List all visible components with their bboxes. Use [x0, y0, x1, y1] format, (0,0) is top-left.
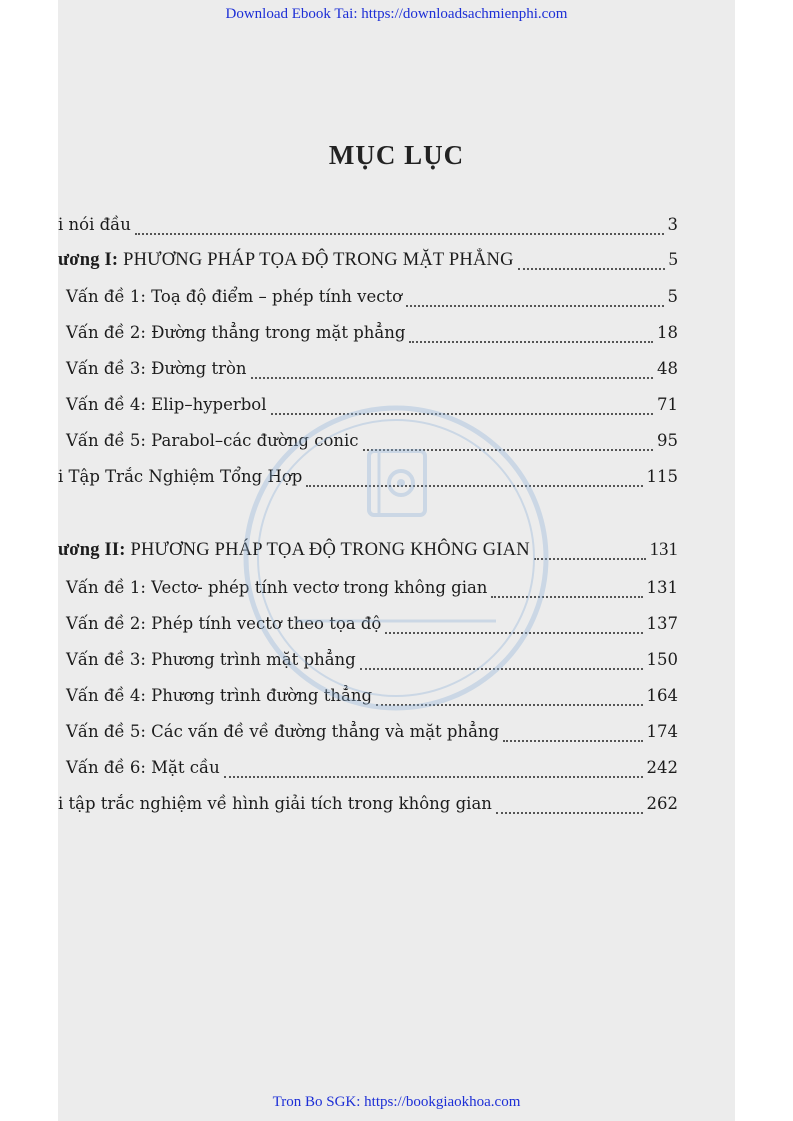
toc-entry-label: Vấn đề 6: Mặt cầu	[66, 758, 220, 777]
toc-leader-dots	[385, 632, 642, 634]
toc-leader-dots	[251, 377, 653, 379]
toc-leader-dots	[406, 305, 663, 307]
toc-leader-dots	[363, 449, 653, 451]
toc-entry-bai-tap-1[interactable]	[58, 467, 678, 493]
toc-entry-label: Vấn đề 4: Elip–hyperbol	[66, 395, 267, 414]
toc-sub-1-5[interactable]	[58, 431, 678, 457]
toc-entry-page: 131	[646, 578, 678, 597]
toc-entry-page: 95	[657, 431, 678, 450]
toc-entry-label: Vấn đề 2: Phép tính vectơ theo tọa độ	[66, 614, 382, 633]
toc-entry-label: Vấn đề 5: Các vấn đề về đường thẳng và mặt phẳng	[66, 722, 500, 741]
toc-chapter-1[interactable]	[58, 250, 678, 276]
toc-entry-label: Vấn đề 1: Vectơ- phép tính vectơ trong không gian	[66, 578, 488, 597]
header-download-link[interactable]: Download Ebook Tai: https://downloadsachmienphi.com	[225, 6, 568, 22]
toc-entry-page: 18	[657, 323, 678, 342]
toc-leader-dots	[271, 413, 653, 415]
toc-entry-loi-noi-dau[interactable]	[58, 215, 678, 241]
toc-sub-2-1[interactable]	[58, 578, 678, 604]
toc-entry-label: Vấn đề 5: Parabol–các đường conic	[66, 431, 359, 450]
toc-entry-page: 48	[657, 359, 678, 378]
toc-leader-dots	[503, 740, 642, 742]
toc-entry-label: i nói đầu	[58, 215, 131, 234]
toc-entry-page: 3	[667, 215, 678, 234]
toc-sub-1-2[interactable]	[58, 323, 678, 349]
toc-entry-page: 262	[646, 794, 678, 813]
toc-leader-dots	[135, 233, 664, 235]
toc-sub-1-4[interactable]	[58, 395, 678, 421]
toc-leader-dots	[534, 558, 646, 560]
toc-sub-2-4[interactable]	[58, 686, 678, 712]
toc-leader-dots	[376, 704, 642, 706]
toc-chapter-number: ương II:	[58, 540, 126, 560]
toc-leader-dots	[306, 485, 642, 487]
toc-leader-dots	[491, 596, 642, 598]
toc-entry-page: 150	[646, 650, 678, 669]
toc-entry-page: 131	[649, 540, 678, 560]
toc-sub-2-6[interactable]	[58, 758, 678, 784]
toc-entry-label: Vấn đề 1: Toạ độ điểm – phép tính vectơ	[66, 287, 403, 306]
toc-chapter-2[interactable]	[58, 540, 678, 566]
toc-entry-label: Vấn đề 2: Đường thẳng trong mặt phẳng	[66, 323, 406, 342]
toc-entry-label: Vấn đề 3: Đường tròn	[66, 359, 247, 378]
toc-entry-label: i tập trắc nghiệm về hình giải tích trong không gian	[58, 794, 492, 813]
toc-leader-dots	[224, 776, 643, 778]
toc-chapter-title: PHƯƠNG PHÁP TỌA ĐỘ TRONG KHÔNG GIAN	[125, 540, 530, 560]
toc-entry-page: 164	[646, 686, 678, 705]
toc-sub-1-3[interactable]	[58, 359, 678, 385]
footer-sgk-link[interactable]: Tron Bo SGK: https://bookgiaokhoa.com	[272, 1094, 521, 1110]
toc-leader-dots	[360, 668, 643, 670]
toc-entry-page: 5	[667, 287, 678, 306]
toc-entry-label: Vấn đề 3: Phương trình mặt phẳng	[66, 650, 356, 669]
toc-entry-page: 115	[646, 467, 678, 486]
toc-entry-label: Vấn đề 4: Phương trình đường thẳng	[66, 686, 373, 705]
toc-entry-label: i Tập Trắc Nghiệm Tổng Hợp	[58, 467, 303, 486]
toc-entry-page: 137	[646, 614, 678, 633]
page-title: MỤC LỤC	[328, 140, 465, 170]
toc-entry-page: 174	[646, 722, 678, 741]
toc-leader-dots	[409, 341, 653, 343]
toc-leader-dots	[496, 812, 643, 814]
toc-entry-page: 71	[657, 395, 678, 414]
toc-sub-1-1[interactable]	[58, 287, 678, 313]
toc-chapter-number: ương I:	[58, 250, 119, 270]
toc-entry-bai-tap-2[interactable]	[58, 794, 678, 820]
toc-leader-dots	[518, 268, 665, 270]
toc-chapter-title: PHƯƠNG PHÁP TỌA ĐỘ TRONG MẶT PHẲNG	[118, 250, 514, 270]
toc-entry-page: 242	[646, 758, 678, 777]
toc-sub-2-2[interactable]	[58, 614, 678, 640]
toc-sub-2-3[interactable]	[58, 650, 678, 676]
toc-entry-page: 5	[668, 250, 678, 270]
toc-sub-2-5[interactable]	[58, 722, 678, 748]
